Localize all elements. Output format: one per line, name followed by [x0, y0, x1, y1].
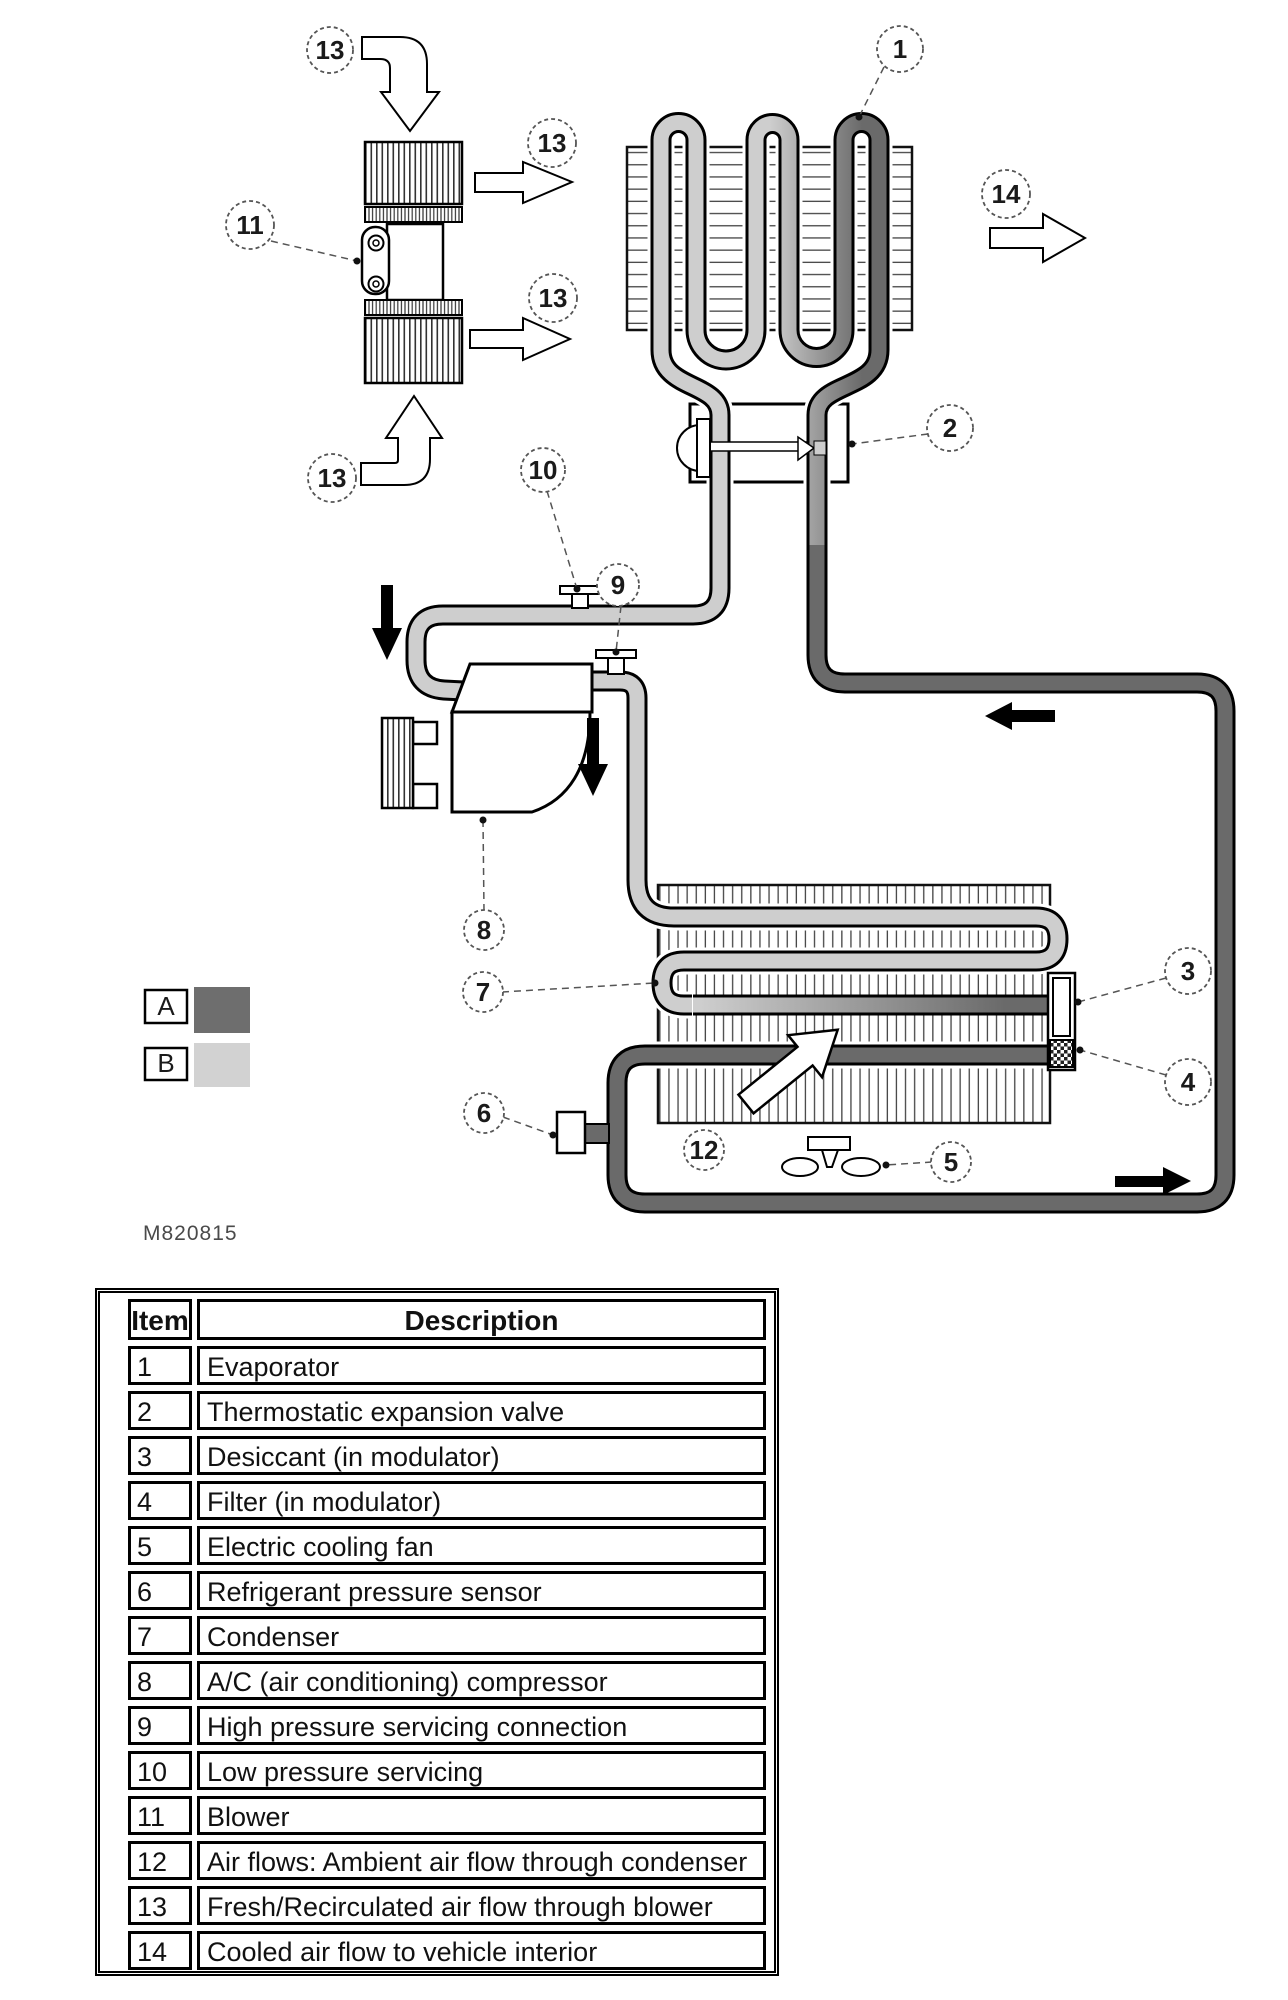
- fresh-air-inlet-arrow-top: [362, 37, 439, 131]
- table-header-row: [128, 1299, 766, 1340]
- pipe-compressor-to-condenser: [582, 681, 1058, 1005]
- callout-13-bottom: [308, 454, 356, 502]
- flow-arrow-down-left: [372, 585, 402, 660]
- callout-11: [226, 201, 274, 249]
- table-row: [128, 1886, 766, 1925]
- table-cell-item: 10: [128, 1751, 192, 1790]
- svg-text:11: 11: [236, 210, 264, 240]
- table-row: [128, 1526, 766, 1565]
- table-cell-item: 6: [128, 1571, 192, 1610]
- compressor-body: [452, 712, 592, 812]
- compressor-hub-top: [413, 722, 437, 744]
- table-cell-description: High pressure servicing connection: [197, 1706, 766, 1745]
- modulator: [1048, 973, 1075, 1070]
- table-cell-item: 2: [128, 1391, 192, 1430]
- compressor-head: [452, 664, 592, 712]
- table-cell-description: Air flows: Ambient air flow through condenser: [197, 1841, 766, 1880]
- table-cell-description: Filter (in modulator): [197, 1481, 766, 1520]
- refrigerant-pressure-sensor: [557, 1112, 609, 1153]
- table-cell-item: 13: [128, 1886, 192, 1925]
- table-cell-description: Condenser: [197, 1616, 766, 1655]
- compressor-hub-bottom: [413, 784, 437, 808]
- table-cell-description: Refrigerant pressure sensor: [197, 1571, 766, 1610]
- callout-13-right1: [528, 119, 576, 167]
- callout-6: [464, 1093, 504, 1133]
- table-cell-item: 11: [128, 1796, 192, 1835]
- callout-13-right2: [529, 274, 577, 322]
- callout-13-top: [307, 27, 353, 73]
- callout-2: [927, 405, 973, 451]
- table-cell-description: Desiccant (in modulator): [197, 1436, 766, 1475]
- flow-arrow-left: [985, 702, 1055, 730]
- callout-14: [982, 170, 1030, 218]
- table-header-item: Item: [128, 1299, 192, 1340]
- cooled-air-arrow: [990, 214, 1085, 262]
- table-cell-description: Electric cooling fan: [197, 1526, 766, 1565]
- table-row: [128, 1346, 766, 1385]
- table-cell-item: 7: [128, 1616, 192, 1655]
- table-row: [128, 1661, 766, 1700]
- callout-8: [464, 910, 504, 950]
- table-cell-item: 1: [128, 1346, 192, 1385]
- desiccant: [1053, 978, 1070, 1036]
- compressor-pulley: [382, 718, 413, 808]
- table-cell-description: Blower: [197, 1796, 766, 1835]
- svg-text:4: 4: [1180, 1067, 1196, 1097]
- blower-outlet-arrow-top: [475, 162, 572, 203]
- table-cell-description: Fresh/Recirculated air flow through blower: [197, 1886, 766, 1925]
- table-cell-item: 9: [128, 1706, 192, 1745]
- table-cell-item: 5: [128, 1526, 192, 1565]
- svg-text:13: 13: [315, 35, 345, 65]
- callout-3: [1165, 948, 1211, 994]
- svg-text:13: 13: [537, 128, 567, 158]
- table-cell-description: Thermostatic expansion valve: [197, 1391, 766, 1430]
- callout-4: [1165, 1059, 1211, 1105]
- table-cell-item: 8: [128, 1661, 192, 1700]
- callout-5: [931, 1142, 971, 1182]
- table-row: [128, 1796, 766, 1835]
- svg-text:6: 6: [476, 1098, 492, 1128]
- svg-text:14: 14: [991, 179, 1021, 209]
- table-row: [128, 1751, 766, 1790]
- legend-swatch-a: [194, 987, 250, 1033]
- legend: [145, 987, 250, 1087]
- table-row: [128, 1931, 766, 1970]
- callout-10: [521, 448, 565, 492]
- callout-9: [597, 564, 639, 606]
- table-row: [128, 1391, 766, 1430]
- callout-7: [463, 972, 503, 1012]
- svg-text:2: 2: [942, 413, 958, 443]
- fresh-air-inlet-arrow-bottom: [361, 396, 442, 485]
- svg-text:9: 9: [610, 570, 626, 600]
- table-cell-description: Cooled air flow to vehicle interior: [197, 1931, 766, 1970]
- cooling-fan: [782, 1137, 880, 1176]
- table-row: [128, 1571, 766, 1610]
- table-row: [128, 1841, 766, 1880]
- blower-motor: [387, 224, 443, 300]
- valve-bulb-bracket: [697, 419, 710, 477]
- svg-text:1: 1: [892, 34, 908, 64]
- table-row: [128, 1616, 766, 1655]
- svg-text:10: 10: [528, 455, 558, 485]
- svg-text:5: 5: [943, 1147, 959, 1177]
- callout-12: [684, 1130, 724, 1170]
- table-header-description: Description: [197, 1299, 766, 1340]
- legend-letter-b: B: [157, 1048, 175, 1078]
- valve-capillary-line: [706, 442, 806, 451]
- table-cell-item: 14: [128, 1931, 192, 1970]
- svg-text:7: 7: [475, 977, 491, 1007]
- filter: [1050, 1040, 1073, 1067]
- table-cell-description: A/C (air conditioning) compressor: [197, 1661, 766, 1700]
- blower-drum-bottom: [365, 318, 462, 383]
- table-cell-item: 3: [128, 1436, 192, 1475]
- callout-1: [877, 26, 923, 72]
- table-row: [128, 1706, 766, 1745]
- svg-text:8: 8: [476, 915, 492, 945]
- item-description-table: [95, 1288, 779, 1976]
- table-cell-item: 12: [128, 1841, 192, 1880]
- svg-text:3: 3: [1180, 956, 1196, 986]
- figure-code: M820815: [143, 1222, 238, 1245]
- svg-text:12: 12: [689, 1135, 719, 1165]
- blower: [362, 142, 462, 383]
- legend-swatch-b: [194, 1043, 250, 1087]
- blower-outlet-arrow-bottom: [470, 318, 570, 360]
- legend-letter-a: A: [157, 991, 175, 1021]
- svg-text:13: 13: [317, 463, 347, 493]
- table-cell-item: 4: [128, 1481, 192, 1520]
- blower-grille-bottom: [365, 300, 462, 315]
- svg-text:13: 13: [538, 283, 568, 313]
- blower-drum-top: [365, 142, 462, 204]
- table-row: [128, 1481, 766, 1520]
- valve-orifice: [814, 441, 826, 455]
- table-cell-description: Evaporator: [197, 1346, 766, 1385]
- table-row: [128, 1436, 766, 1475]
- blower-grille-top: [365, 207, 462, 222]
- table-cell-description: Low pressure servicing: [197, 1751, 766, 1790]
